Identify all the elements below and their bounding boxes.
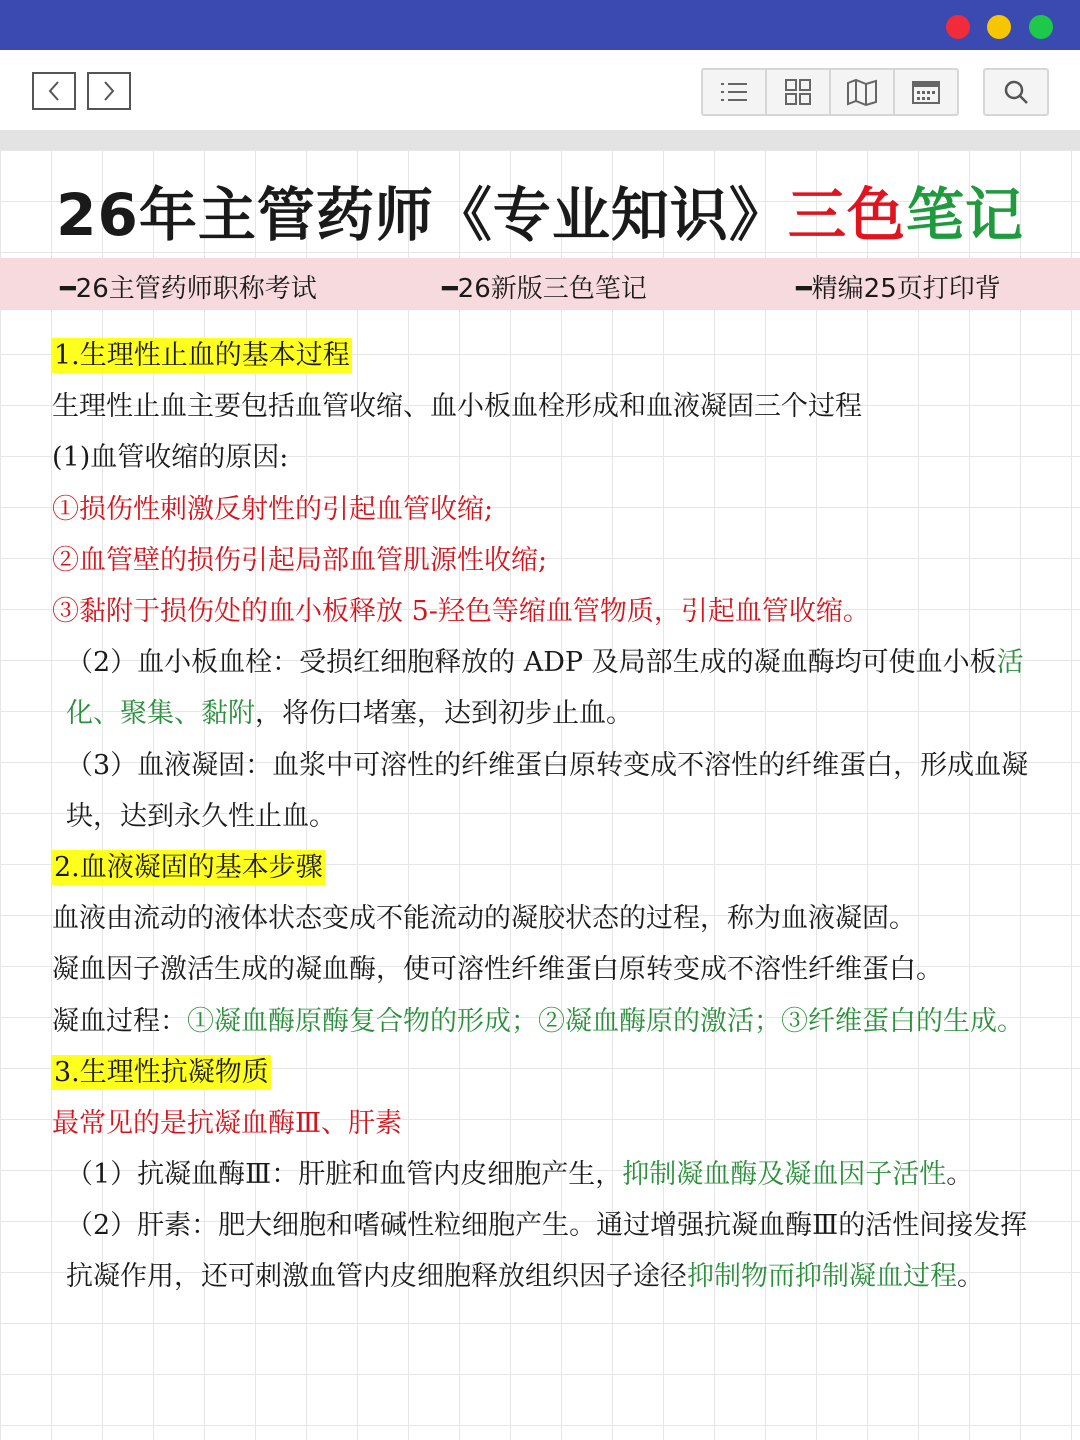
map-view-button[interactable]	[831, 70, 895, 114]
key-point-green: ①凝血酶原酶复合物的形成；②凝血酶原的激活；③纤维蛋白的生成。	[187, 1005, 1024, 1037]
search-button[interactable]	[983, 68, 1049, 116]
text-span: （2）血小板血栓：受损红细胞释放的 ADP 及局部生成的凝血酶均可使血小板	[66, 647, 997, 679]
paragraph	[52, 1149, 1052, 1200]
maximize-dot-icon[interactable]	[1029, 15, 1053, 39]
page-title	[0, 168, 1080, 252]
section-heading: 2.血液凝固的基本步骤	[54, 851, 323, 883]
text-span: （1）抗凝血酶Ⅲ：肝脏和血管内皮细胞产生，	[66, 1159, 623, 1191]
section-heading: 1.生理性止血的基本过程	[54, 340, 350, 371]
grid-view-button[interactable]	[767, 70, 831, 114]
search-icon	[1002, 78, 1030, 106]
key-point-red: 最常见的是抗凝血酶Ⅲ、肝素	[52, 1107, 403, 1139]
text-span: （2）肝素：肥大细胞和嗜碱性粒细胞产生。通过增强抗凝血酶Ⅲ的活性间接发挥抗凝作用，还可刺激血管内皮细胞释放组织因子途径	[66, 1210, 1028, 1293]
calendar-icon	[911, 79, 941, 105]
window-title-bar	[0, 0, 1080, 50]
text-line: (1)血管收缩的原因:	[52, 442, 289, 474]
map-icon	[846, 78, 878, 106]
section-heading: 3.生理性抗凝物质	[54, 1056, 269, 1088]
toolbar	[0, 50, 1080, 150]
back-button[interactable]	[32, 72, 76, 110]
note-content	[52, 330, 1052, 1303]
subtitle-exam: ━26主管药师职称考试	[60, 274, 317, 304]
chevron-right-icon	[100, 79, 118, 103]
paragraph: （3）血液凝固：血浆中可溶性的纤维蛋白原转变成不溶性的纤维蛋白，形成血凝块，达到永久性止血。	[66, 749, 1029, 832]
close-dot-icon[interactable]	[946, 15, 970, 39]
subtitle-pages: ━精编25页打印背	[796, 274, 1001, 304]
text-span: ，将伤口堵塞，达到初步止血。	[255, 698, 633, 730]
list-view-button[interactable]	[703, 70, 767, 114]
subtitle-notes: ━26新版三色笔记	[442, 274, 647, 304]
text-span: 。	[946, 1159, 974, 1191]
key-point-green: 抑制物而抑制凝血过程	[687, 1261, 957, 1293]
view-toolbar	[701, 68, 959, 116]
forward-button[interactable]	[87, 72, 131, 110]
list-icon	[719, 80, 749, 104]
key-point-red: ②血管壁的损伤引起局部血管肌源性收缩;	[52, 544, 548, 576]
paragraph	[52, 637, 1052, 739]
text-line: 生理性止血主要包括血管收缩、血小板血栓形成和血液凝固三个过程	[52, 391, 862, 423]
calendar-view-button[interactable]	[895, 70, 957, 114]
paragraph	[52, 996, 1052, 1047]
grid-icon	[784, 78, 812, 106]
key-point-red: ①损伤性刺激反射性的引起血管收缩;	[52, 493, 494, 525]
key-point-green: 抑制凝血酶及凝血因子活性	[622, 1159, 947, 1191]
chevron-left-icon	[45, 79, 63, 103]
text-span: 。	[957, 1261, 984, 1293]
title-accent-green: 笔记	[905, 181, 1024, 249]
minimize-dot-icon[interactable]	[987, 15, 1011, 39]
key-point-red: ③黏附于损伤处的血小板释放 5-羟色等缩血管物质，引起血管收缩。	[52, 595, 870, 627]
text-span: 凝血过程：	[52, 1005, 187, 1037]
title-main: 26年主管药师《专业知识》	[56, 181, 788, 249]
paragraph	[52, 1200, 1052, 1302]
title-accent-red: 三色	[787, 181, 906, 249]
text-line: 凝血因子激活生成的凝血酶，使可溶性纤维蛋白原转变成不溶性纤维蛋白。	[52, 954, 943, 986]
key-point-green: 活化、聚集、黏附	[66, 647, 1024, 730]
text-line: 血液由流动的液体状态变成不能流动的凝胶状态的过程，称为血液凝固。	[52, 903, 916, 935]
